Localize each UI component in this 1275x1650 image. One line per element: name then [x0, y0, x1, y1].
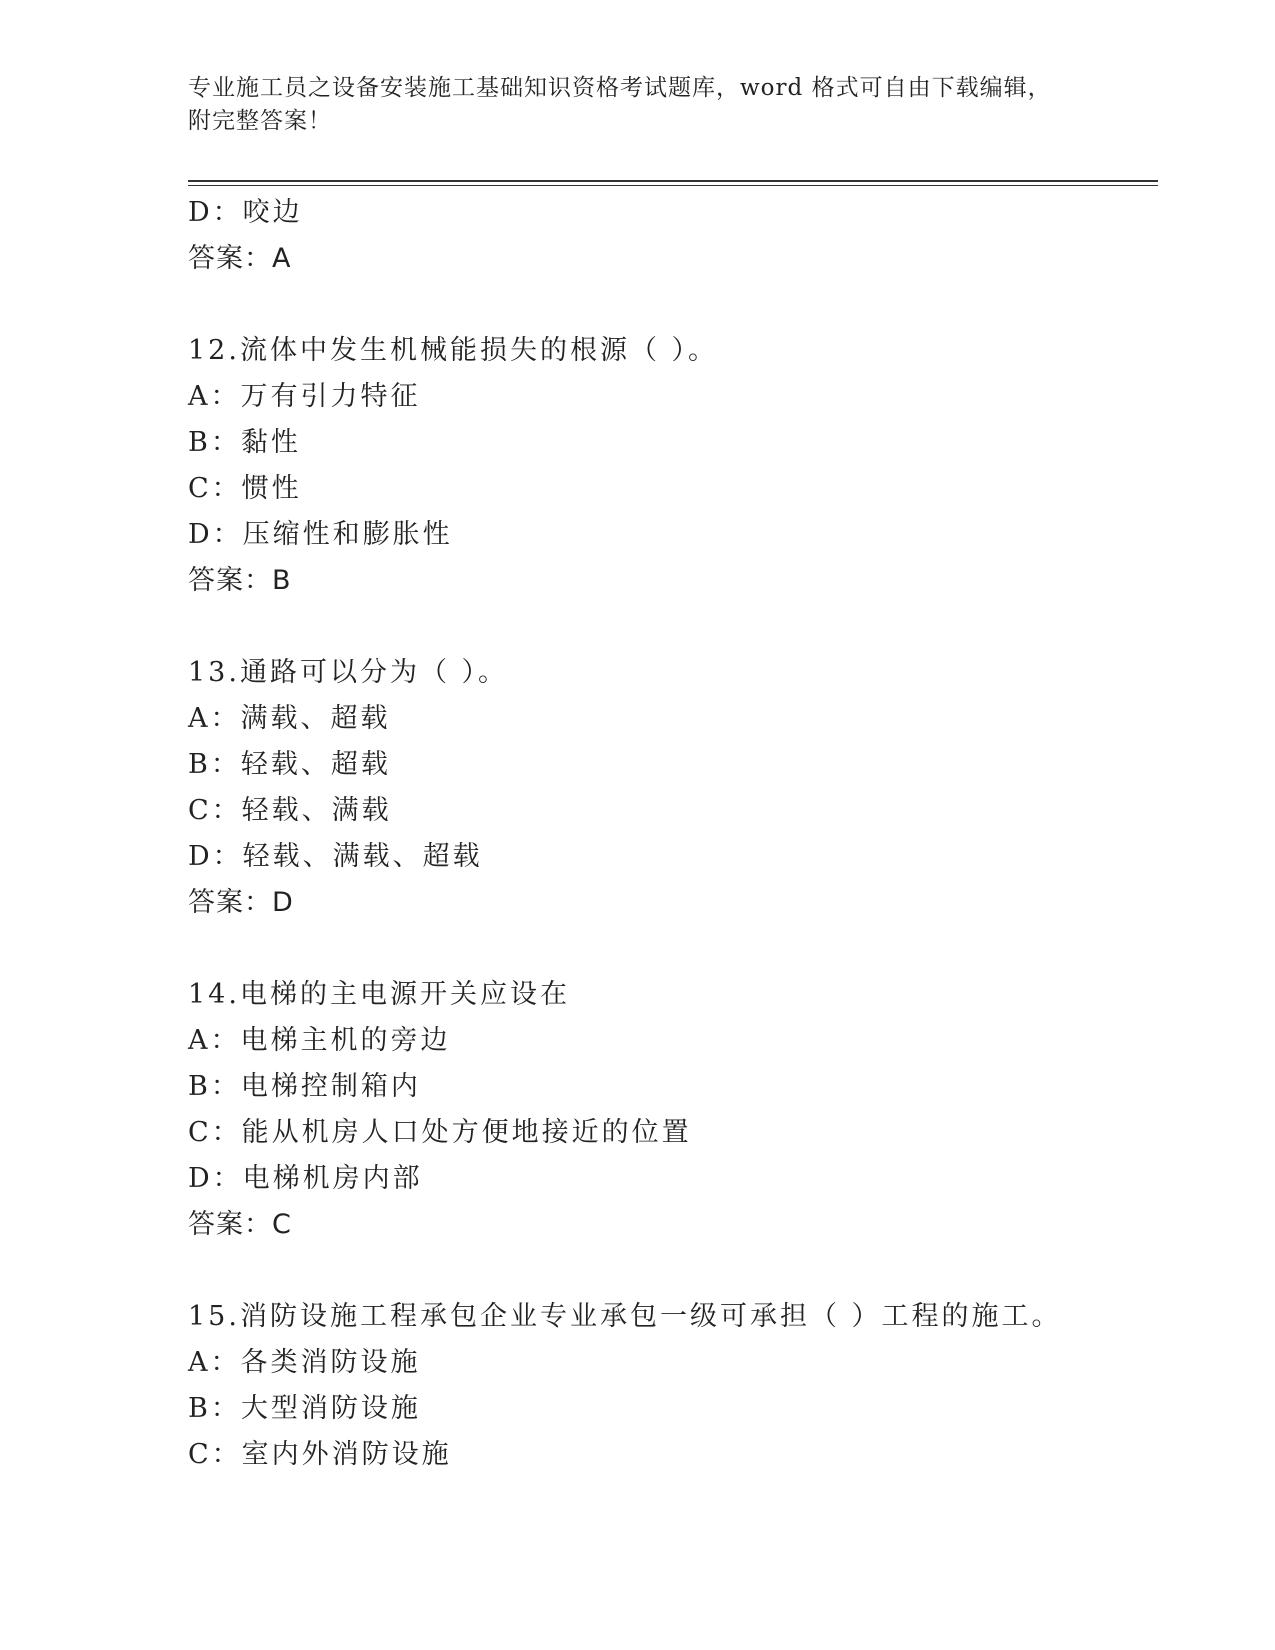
option-b: B：大型消防设施: [188, 1393, 421, 1424]
option-b: B：电梯控制箱内: [188, 1071, 421, 1102]
question-11-tail: [188, 190, 1158, 282]
question-stem: 14.电梯的主电源开关应设在: [188, 979, 570, 1010]
document-header: [188, 72, 1088, 138]
question-list: [188, 190, 1158, 1478]
answer-line: 答案：B: [188, 565, 292, 596]
header-title-line1: 专业施工员之设备安装施工基础知识资格考试题库，word 格式可自由下载编辑，: [188, 75, 1052, 101]
answer-line: 答案：D: [188, 887, 294, 918]
question-12: [188, 328, 1158, 604]
answer-line: 答案：A: [188, 243, 292, 274]
option-a: A：满载、超载: [188, 703, 391, 734]
header-divider-thin: [188, 185, 1158, 186]
question-14: [188, 972, 1158, 1248]
header-title-line2: 附完整答案！: [188, 108, 332, 134]
question-stem: 15.消防设施工程承包企业专业承包一级可承担（ ）工程的施工。: [188, 1301, 1062, 1332]
option-d: D：压缩性和膨胀性: [188, 519, 453, 550]
option-d: D：咬边: [188, 197, 303, 228]
option-b: B：轻载、超载: [188, 749, 391, 780]
option-a: A：电梯主机的旁边: [188, 1025, 451, 1056]
option-d: D：电梯机房内部: [188, 1163, 423, 1194]
answer-line: 答案：C: [188, 1209, 292, 1240]
option-a: A：各类消防设施: [188, 1347, 421, 1378]
option-b: B：黏性: [188, 427, 301, 458]
question-stem: 13.通路可以分为（ ）。: [188, 657, 509, 688]
option-a: A：万有引力特征: [188, 381, 421, 412]
option-c: C：惯性: [188, 473, 302, 504]
question-13: [188, 650, 1158, 926]
header-divider-thick: [188, 180, 1158, 182]
option-c: C：轻载、满载: [188, 795, 392, 826]
option-c: C：室内外消防设施: [188, 1439, 452, 1470]
question-stem: 12.流体中发生机械能损失的根源（ ）。: [188, 335, 719, 366]
option-d: D：轻载、满载、超载: [188, 841, 483, 872]
question-15: [188, 1294, 1158, 1478]
option-c: C：能从机房人口处方便地接近的位置: [188, 1117, 692, 1148]
